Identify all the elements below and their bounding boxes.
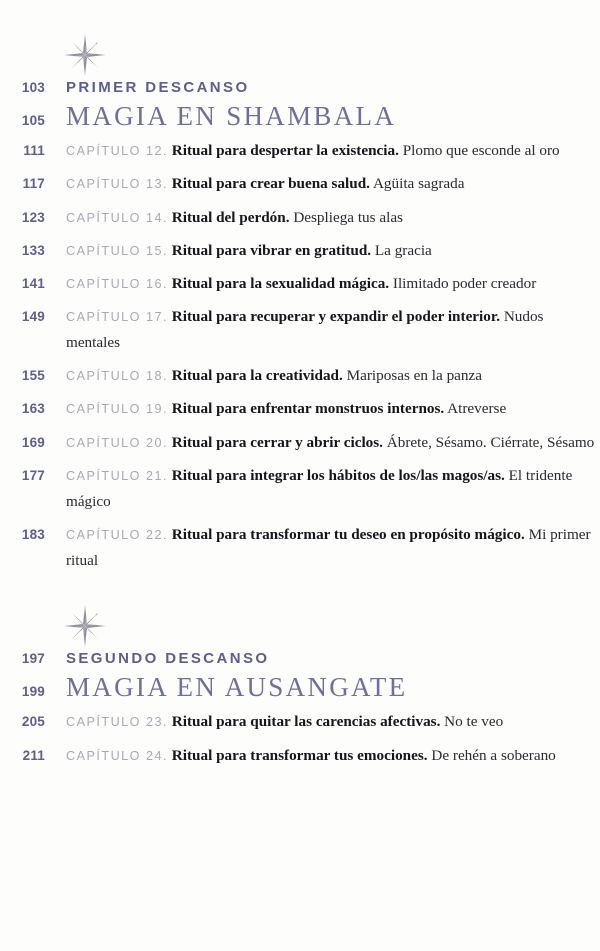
page-number: 103 — [21, 80, 45, 95]
chapter-label: CAPÍTULO 22. — [66, 527, 168, 542]
chapter-title: Ritual para enfrentar monstruos internos. — [171, 400, 445, 418]
chapter-label: CAPÍTULO 21. — [66, 468, 168, 483]
region-title: MAGIA EN AUSANGATE — [66, 672, 408, 703]
chapter-title: Ritual para despertar la existencia. — [171, 142, 399, 160]
page-number: 163 — [21, 401, 45, 417]
chapter-subtitle: Despliega tus alas — [293, 208, 403, 226]
descanso-label: PRIMER DESCANSO — [66, 79, 250, 96]
eight-pointed-star-icon — [63, 604, 107, 648]
chapter-subtitle: Nudos mentales — [66, 307, 544, 352]
toc-entry[interactable] — [0, 363, 600, 389]
chapter-subtitle: Atreverse — [447, 400, 507, 418]
chapter-title: Ritual para la sexualidad mágica. — [171, 274, 390, 292]
toc-entry[interactable] — [0, 271, 600, 297]
region-title: MAGIA EN SHAMBALA — [66, 101, 397, 131]
toc-entry[interactable] — [0, 430, 600, 456]
chapter-subtitle: Mi primer ritual — [66, 525, 591, 570]
page-number: 123 — [21, 209, 45, 225]
chapter-subtitle: De rehén a soberano — [431, 746, 556, 764]
toc-entry[interactable] — [0, 522, 600, 574]
chapter-label: CAPÍTULO 23. — [66, 715, 168, 730]
page-number: 183 — [21, 526, 45, 542]
chapter-title: Ritual para transformar tus emociones. — [171, 746, 428, 764]
chapter-label: CAPÍTULO 13. — [66, 177, 168, 192]
chapter-title: Ritual para crear buena salud. — [171, 175, 370, 193]
page-number: 105 — [21, 113, 45, 128]
chapter-label: CAPÍTULO 20. — [66, 435, 168, 450]
chapter-label: CAPÍTULO 12. — [66, 144, 168, 159]
chapter-label: CAPÍTULO 16. — [66, 276, 168, 291]
page-number: 117 — [22, 176, 45, 192]
section-descanso-row[interactable] — [0, 79, 600, 97]
toc-entry[interactable] — [0, 709, 600, 735]
page-number: 177 — [21, 467, 45, 483]
page-number: 155 — [21, 368, 45, 384]
chapter-subtitle: Ábrete, Sésamo. Ciérrate, Sésamo — [386, 433, 595, 451]
chapter-subtitle: Ilimitado poder creador — [392, 274, 537, 292]
chapter-title: Ritual para transformar tu deseo en propósito mágico. — [171, 525, 525, 543]
page-number: 111 — [23, 143, 45, 159]
toc-entry[interactable] — [0, 205, 600, 231]
chapter-subtitle: Mariposas en la panza — [346, 367, 482, 385]
chapter-label: CAPÍTULO 15. — [66, 243, 168, 258]
ornament-block — [0, 574, 600, 648]
toc-entry[interactable] — [0, 238, 600, 264]
toc-section — [0, 574, 600, 769]
eight-pointed-star-icon — [63, 33, 107, 77]
page-number: 197 — [21, 651, 45, 667]
page-number: 205 — [21, 714, 45, 730]
ornament-block — [0, 0, 600, 77]
chapter-label: CAPÍTULO 24. — [66, 748, 168, 763]
chapter-label: CAPÍTULO 19. — [66, 402, 168, 417]
page-number: 169 — [21, 434, 45, 450]
chapter-title: Ritual para vibrar en gratitud. — [171, 241, 372, 259]
toc-entry[interactable] — [0, 304, 600, 356]
section-descanso-row[interactable] — [0, 650, 600, 668]
toc-entry[interactable] — [0, 463, 600, 515]
chapter-title: Ritual para recuperar y expandir el poder interior. — [171, 307, 501, 325]
chapter-subtitle: Plomo que esconde al oro — [402, 142, 560, 160]
chapter-label: CAPÍTULO 14. — [66, 210, 168, 225]
chapter-label: CAPÍTULO 18. — [66, 369, 168, 384]
chapter-subtitle: Agüita sagrada — [372, 175, 465, 193]
page-number: 211 — [22, 747, 45, 763]
chapter-subtitle: No te veo — [444, 713, 504, 731]
chapter-title: Ritual para quitar las carencias afectivas. — [171, 713, 441, 731]
chapter-title: Ritual para integrar los hábitos de los/las magos/as. — [171, 466, 505, 484]
page-number: 141 — [21, 275, 45, 291]
chapter-label: CAPÍTULO 17. — [66, 309, 168, 324]
toc-entry[interactable] — [0, 138, 600, 164]
page-number: 199 — [21, 684, 45, 700]
section-region-row[interactable] — [0, 672, 600, 702]
descanso-label: SEGUNDO DESCANSO — [66, 650, 270, 668]
page-number: 149 — [21, 308, 45, 324]
chapter-title: Ritual para la creatividad. — [171, 367, 343, 385]
toc-entry[interactable] — [0, 396, 600, 422]
chapter-subtitle: La gracia — [374, 241, 432, 259]
chapter-subtitle: El tridente mágico — [66, 466, 573, 510]
chapter-title: Ritual para cerrar y abrir ciclos. — [171, 433, 383, 451]
toc-entry[interactable] — [0, 171, 600, 197]
toc-entry[interactable] — [0, 743, 600, 769]
chapter-title: Ritual del perdón. — [171, 208, 290, 226]
section-region-row[interactable] — [0, 101, 600, 131]
page-number: 133 — [21, 242, 45, 258]
